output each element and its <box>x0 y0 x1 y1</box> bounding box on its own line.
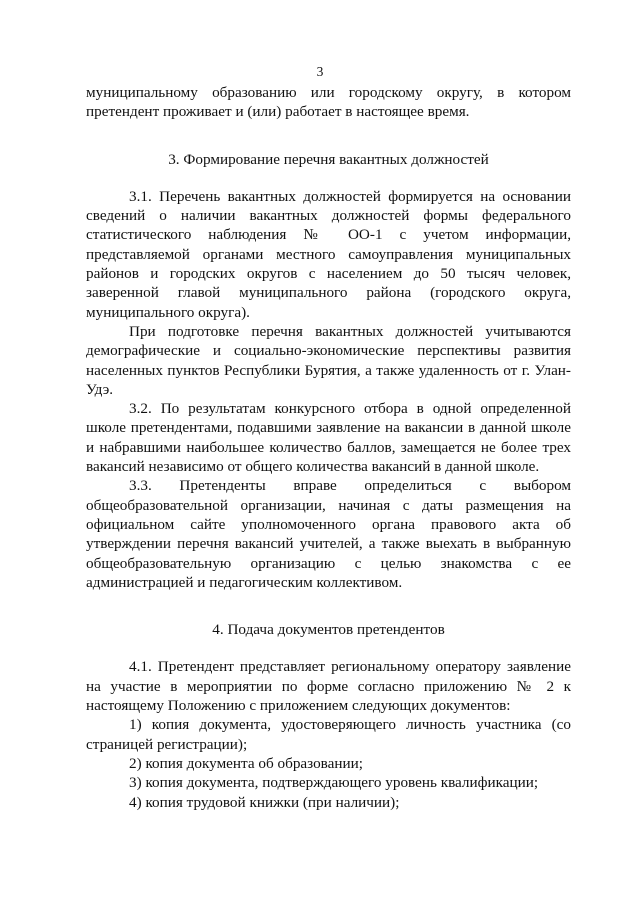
paragraph-3-1: 3.1. Перечень вакантных должностей формируется на основании сведений о наличии вакантных должностей формы федерального статистического наблюдения № ОО-1 с учетом информации, представляемой органами местного самоуправления муниципальных районов и городских округов с населением до 50 тысяч человек, заверенной главой муниципального района (городского округа, муниципального округа). <box>86 187 571 321</box>
document-body <box>86 83 571 812</box>
paragraph-3-3: 3.3. Претенденты вправе определиться с выбором общеобразовательной организации, начиная с даты размещения на официальном сайте уполномоченного органа правового акта об утверждении перечня вакансий учителей, а также выехать в выбранную общеобразовательную организацию с целью знакомства с ее администрацией и педагогическим коллективом. <box>86 477 571 591</box>
list-item-3: 3) копия документа, подтверждающего уровень квалификации; <box>129 774 539 792</box>
section-4-heading: 4. Подача документов претендентов <box>212 621 445 639</box>
opening-paragraph: муниципальному образованию или городскому округу, в котором претендент проживает и (или) работает в настоящее время. <box>86 84 571 121</box>
section-3-heading: 3. Формирование перечня вакантных должностей <box>168 150 489 168</box>
list-item-2: 2) копия документа об образовании; <box>129 754 363 772</box>
paragraph-3-1-continued: При подготовке перечня вакантных должностей учитываются демографические и социально-экономические перспективы развития населенных пунктов Республики Бурятия, а также удаленность от г. Улан-Удэ. <box>86 322 571 398</box>
page-number: 3 <box>316 64 324 79</box>
paragraph-4-1: 4.1. Претендент представляет региональному оператору заявление на участие в мероприятии по форме согласно приложению № 2 к настоящему Положению с приложением следующих документов: <box>86 658 571 715</box>
list-item-1: 1) копия документа, удостоверяющего личность участника (со страницей регистрации); <box>86 716 571 753</box>
list-item-4: 4) копия трудовой книжки (при наличии); <box>129 793 400 811</box>
paragraph-3-2: 3.2. По результатам конкурсного отбора в одной определенной школе претендентами, подавшими заявление на вакансии в данной школе и набравшими наибольшее количество баллов, замещается не более трех вакансий независимо от общего количества вакансий в данной школе. <box>86 400 571 476</box>
